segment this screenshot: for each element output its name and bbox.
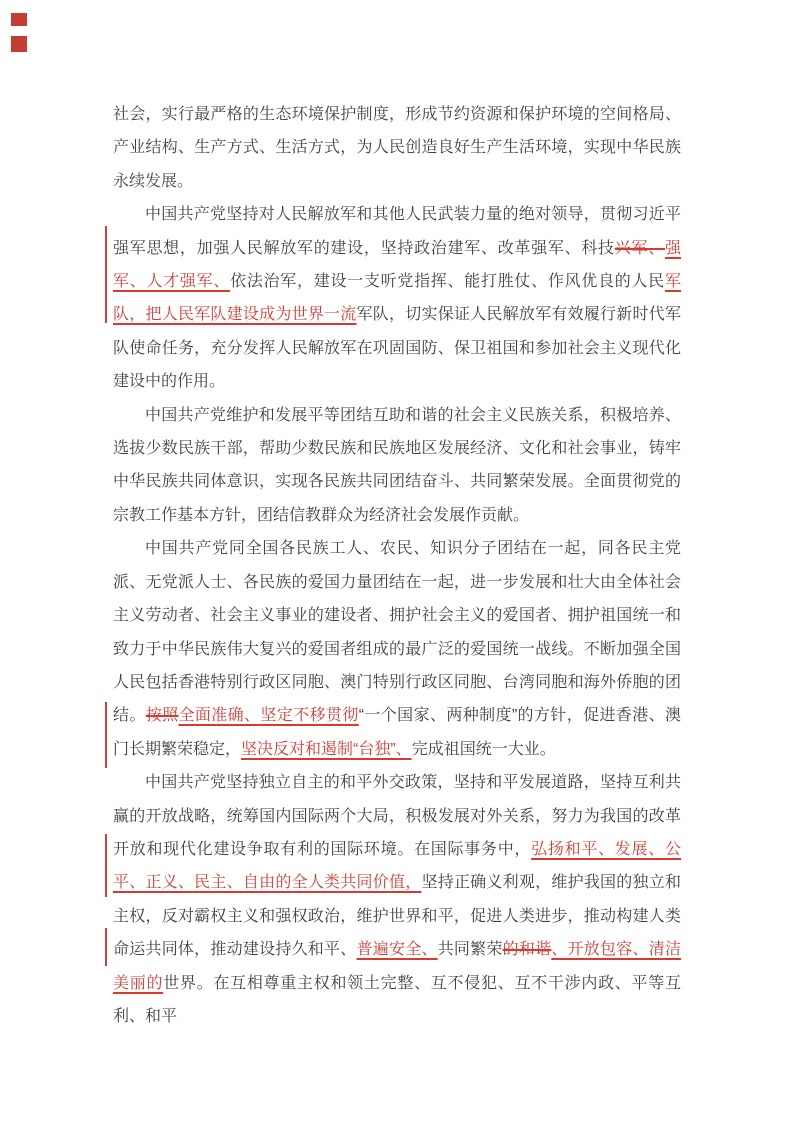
text-run: 共同繁荣 bbox=[437, 941, 503, 959]
text-run: 中国共产党坚持对人民解放军和其他人民武装力量的绝对领导，贯彻习近平强军思想，加强人民解放军的建设，坚持政治建军、改革强军、科技 bbox=[113, 206, 681, 257]
text-run: 依法治军，建设一支听党指挥、能打胜仗、作风优良的人民 bbox=[230, 273, 665, 291]
revision-change-bar bbox=[105, 702, 107, 768]
text-run: 社会，实行最严格的生态环境保护制度，形成节约资源和保护环境的空间格局、产业结构、生产方式、生活方式，为人民创造良好生产生活环境，实现中华民族永续发展。 bbox=[113, 106, 681, 190]
revision-change-bar bbox=[105, 928, 107, 966]
inserted-text: 、开放包容、清洁美丽的 bbox=[113, 941, 681, 992]
revision-change-bar bbox=[105, 834, 107, 897]
inserted-text: 弘扬和平、发展、公平、正义、民主、自由的全人类共同价值， bbox=[113, 840, 681, 892]
deleted-text: 的和谐 bbox=[502, 941, 552, 959]
paragraph bbox=[113, 399, 681, 533]
inserted-text: 全面准确、坚定不移贯彻 bbox=[178, 707, 359, 725]
inserted-text: 普遍安全、 bbox=[356, 941, 438, 959]
inserted-text: 坚决反对和遏制“台独”、 bbox=[241, 740, 412, 758]
text-run: 中国共产党坚持独立自主的和平外交政策，坚持和平发展道路，坚持互利共赢的开放战略，统筹国内国际两个大局，积极发展对外关系，努力为我国的改革开放和现代化建设争取有利的国际环境。在国际事务中， bbox=[113, 774, 681, 858]
text-run: 完成祖国统一大业。 bbox=[411, 740, 556, 758]
text-run: 世界。在互相尊重主权和领土完整、互不侵犯、互不干涉内政、平等互利、和平 bbox=[113, 974, 681, 1025]
paragraph bbox=[113, 532, 681, 766]
paragraph bbox=[113, 98, 681, 198]
text-run: 军队，切实保证人民解放军有效履行新时代军队使命任务，充分发挥人民解放军在巩固国防、保卫祖国和参加社会主义现代化建设中的作用。 bbox=[113, 306, 681, 391]
inserted-text: 强军、人才强军、 bbox=[113, 239, 681, 291]
text-run: 坚持正确义利观，维护我国的独立和主权，反对霸权主义和强权政治，维护世界和平，促进人类进步，推动构建人类命运共同体，推动建设持久和平、 bbox=[113, 874, 681, 959]
document-text bbox=[113, 98, 681, 1033]
deleted-text: 按照 bbox=[145, 707, 179, 725]
text-run: 中国共产党维护和发展平等团结互助和谐的社会主义民族关系，积极培养、选拔少数民族干部，帮助少数民族和民族地区发展经济、文化和社会事业，铸牢中华民族共同体意识，实现各民族共同团结奋斗、共同繁荣发展。全面贯彻党的宗教工作基本方针，团结信教群众为经济社会发展作贡献。 bbox=[113, 406, 681, 524]
paragraph bbox=[113, 198, 681, 398]
deleted-text: 兴军、 bbox=[614, 239, 665, 257]
revision-change-bar bbox=[105, 226, 107, 323]
paragraph bbox=[113, 766, 681, 1033]
text-run: 中国共产党同全国各民族工人、农民、知识分子团结在一起，同各民主党派、无党派人士、各民族的爱国力量团结在一起，进一步发展和壮大由全体社会主义劳动者、社会主义事业的建设者、拥护社会主义的爱国者、拥护祖国统一和致力于中华民族伟大复兴的爱国者组成的最广泛的爱国统一战线。不断加强全国人民包括香港特别行政区同胞、澳门特别行政区同胞、台湾同胞和海外侨胞的团结。 bbox=[113, 540, 681, 725]
text-run: “一个国家、两种制度”的方针，促进香港、澳门长期繁荣稳定， bbox=[113, 707, 681, 758]
red-corner-mark bbox=[11, 13, 27, 26]
red-corner-mark bbox=[11, 36, 27, 52]
inserted-text: 军队，把人民军队建设成为世界一流 bbox=[113, 273, 681, 324]
